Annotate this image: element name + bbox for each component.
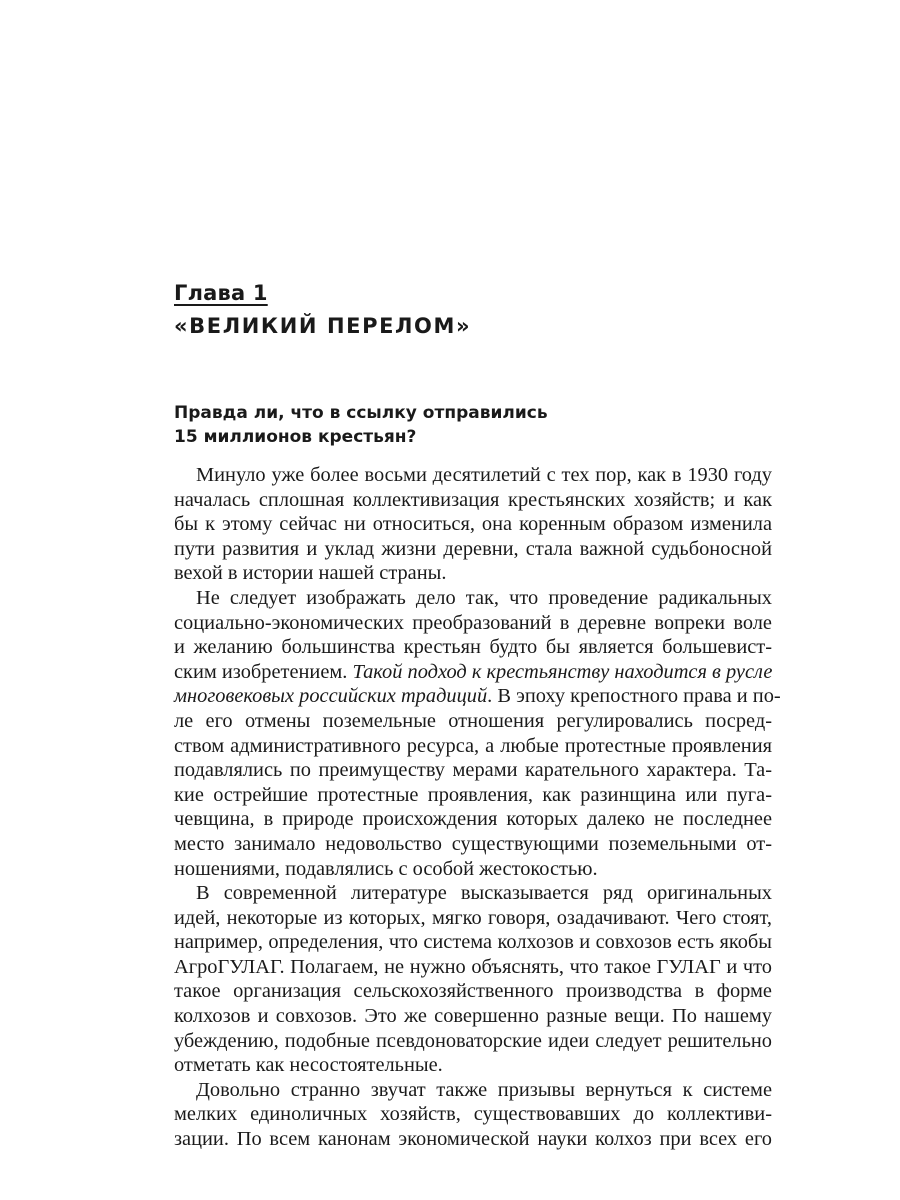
text-line: ством административного ресурса, а любые протестные проявления (174, 734, 772, 757)
book-page (174, 278, 781, 1152)
text-line: отметать как несостоятельные. (174, 1054, 443, 1077)
paragraph (174, 881, 772, 1078)
section-heading (174, 401, 772, 449)
text-line: место занимало недовольство существующими поземельными от- (174, 832, 772, 855)
section-heading-line: 15 миллионов крестьян? (174, 427, 417, 447)
text-line: зации. По всем канонам экономической науки колхоз при всех его (174, 1128, 772, 1151)
text-line: ским изобретением. Такой подход к крестьянству находится в русле (174, 660, 773, 683)
chapter-title: «ВЕЛИКИЙ ПЕРЕЛОМ» (174, 314, 472, 338)
text-line: Довольно странно звучат также призывы вернуться к системе (196, 1078, 772, 1101)
section-heading-line: Правда ли, что в ссылку отправились (174, 403, 548, 423)
text-line: ле его отмены поземельные отношения регулировались посред- (174, 709, 772, 732)
italic-text: Такой подход к крестьянству находится в русле (352, 660, 773, 683)
text-line: социально-экономических преобразований в деревне вопреки воле (174, 611, 772, 634)
text-line: такое организация сельскохозяйственного производства в форме (174, 980, 772, 1003)
text-line: Минуло уже более восьми десятилетий с тех пор, как в 1930 году (196, 464, 772, 486)
italic-text: многовековых российских традиций (174, 685, 488, 708)
text-line: например, определения, что система колхозов и совхозов есть якобы (174, 931, 772, 954)
text-line: подавлялись по преимуществу мерами карательного характера. Та- (174, 759, 772, 782)
text-line: чевщина, в природе происхождения которых далеко не последнее (174, 808, 772, 831)
text-line: АгроГУЛАГ. Полагаем, не нужно объяснять, что такое ГУЛАГ и что (174, 955, 772, 978)
paragraph (174, 586, 781, 881)
text-line: вехой в истории нашей страны. (174, 562, 447, 585)
text-line: ношениями, подавлялись с особой жестокостью. (174, 857, 598, 880)
text-line: бы к этому сейчас ни относиться, она коренным образом изменила (174, 513, 772, 536)
text-line: В современной литературе высказывается ряд оригинальных (196, 882, 772, 905)
text-line: кие острейшие протестные проявления, как разинщина или пуга- (174, 783, 772, 806)
chapter-label: Глава 1 (174, 281, 268, 305)
paragraph (174, 463, 772, 586)
paragraph (174, 1078, 772, 1152)
text-line: мелких единоличных хозяйств, существовавших до коллективи- (174, 1103, 772, 1126)
text-line: многовековых российских традиций. В эпоху крепостного права и по- (174, 685, 781, 708)
text-line: пути развития и уклад жизни деревни, стала важной судьбоносной (174, 537, 772, 560)
text-line: колхозов и совхозов. Это же совершенно разные вещи. По нашему (174, 1005, 772, 1028)
body-text (174, 463, 781, 1152)
text-line: убеждению, подобные псевдоноваторские идеи следует решительно (174, 1029, 772, 1052)
text-line: идей, некоторые из которых, мягко говоря, озадачивают. Чего стоят, (174, 906, 772, 929)
text-line: началась сплошная коллективизация крестьянских хозяйств; и как (174, 488, 772, 511)
text-line: Не следует изображать дело так, что проведение радикальных (196, 586, 772, 609)
text-line: и желанию большинства крестьян будто бы является большевист- (174, 636, 772, 659)
